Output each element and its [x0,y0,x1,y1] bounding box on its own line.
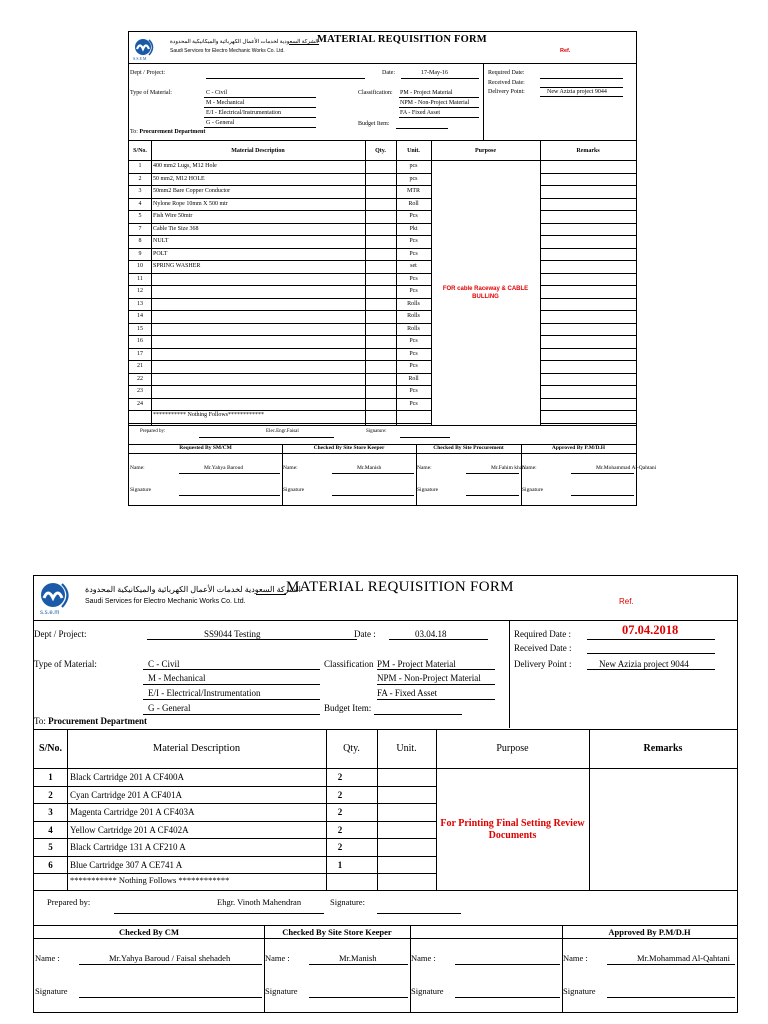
approval-divider [416,444,417,506]
approval-name-line [466,473,519,474]
type-of-material-label: Type of Material: [130,90,172,96]
row-unit: Rolls [407,313,420,319]
row-description: 50 mm2, M12 HOLE [153,175,205,182]
purpose-text: For Printing Final Setting Review Documents [440,818,585,841]
type-civil: C - Civil [206,90,228,96]
table-row-divider [129,285,431,286]
approval-name-label: Name : [265,953,290,963]
approval-name-line [455,964,560,965]
approval-divider [282,444,283,506]
row-sno: 6 [48,859,53,870]
approval-name-line [607,964,735,965]
table-row-divider [129,248,431,249]
row-sno: 10 [137,263,143,269]
row-unit: Pcs [409,388,418,394]
table-row-divider [129,223,431,224]
row-description: Nylone Rope 10mm X 500 mtr [153,200,228,207]
approval-divider [521,444,522,506]
row-description: Cable Tie Size 368 [153,225,199,232]
approval-name-label: Name : [35,953,60,963]
table-row-divider [129,310,431,311]
row-sno: 15 [137,325,143,332]
table-row-divider [540,385,636,386]
row-unit: MTR [406,188,420,194]
approval-name-value: Mr.Manish [357,465,382,471]
row-sno: 3 [48,807,53,817]
date-value: 03.04.18 [415,629,447,639]
approval-divider [410,925,411,1013]
table-row-divider [129,385,431,386]
col-description: Material Description [152,743,241,754]
row-qty: 2 [337,824,343,835]
row-description: SPRING WASHER [153,263,201,269]
table-row-divider [540,285,636,286]
row-unit: Roll [408,375,419,382]
approval-signature-line [309,997,408,998]
row-description: NULT [153,238,169,244]
row-sno: 21 [137,363,143,369]
approval-name-value: Mr.Mohammad Al-Qahtani [596,465,657,471]
dept-label: Dept / Project: [34,629,87,639]
delivery-point-value: New Azizia project 9044 [599,659,689,669]
row-qty: 2 [337,772,343,782]
row-unit: set [410,263,417,269]
required-date-label: Required Date : [514,629,571,639]
approval-divider [264,925,265,1013]
approval-name-line [179,473,280,474]
row-unit: Pcs [409,350,418,357]
row-qty: 2 [337,807,343,817]
prepared-by-label: Prepared by: [140,429,166,434]
type-civil: C - Civil [148,659,180,669]
table-row-divider [34,803,436,804]
table-row-divider [129,210,431,211]
row-sno: 17 [137,350,143,357]
logo-text: s.s.e.m [40,610,60,616]
approval-signature-line [571,495,634,496]
company-name-english: Saudi Services for Electro Mechanic Works Co. Ltd. [85,598,246,605]
prepared-signature-label: Signature: [366,429,387,434]
classification-label: Classification: [358,90,393,96]
approval-name-value: Mr.Yahya Baroud [204,465,244,471]
row-unit: Rolls [407,300,420,307]
approval-signature-line [332,495,414,496]
dept-value: SS9044 Testing [204,629,261,639]
row-sno: 14 [137,313,143,319]
approval-signature-line [466,495,519,496]
row-qty: 2 [337,842,343,852]
row-unit: Pcs [409,288,418,294]
approval-signature-label: Signature [35,986,68,996]
table-row-divider [540,335,636,336]
to-label: To: Procurement Department [34,716,148,726]
table-row-divider [129,273,431,274]
table-row-divider [540,248,636,249]
row-unit: Rolls [407,325,420,332]
col-unit: Unit. [396,743,417,754]
row-sno: 2 [138,175,142,182]
row-sno: 16 [137,338,143,344]
approval-name-line [79,964,262,965]
row-sno: 11 [137,275,143,282]
row-sno: 23 [137,388,143,394]
required-date-label: Required Date: [488,70,525,76]
row-sno: 5 [138,213,142,219]
table-row-divider [34,856,436,857]
table-row-divider [540,360,636,361]
row-description: Black Cartridge 201 A CF400A [70,772,184,782]
table-row-divider [540,310,636,311]
table-row-divider [34,821,436,822]
table-row-divider [129,323,431,324]
table-row-divider [129,173,431,174]
approval-divider [562,925,563,1013]
row-description: Magenta Cartridge 201 A CF403A [70,807,195,817]
nothing-follows: *********** Nothing Follows ************ [70,875,230,885]
table-row-divider [34,786,436,787]
table-row-divider [540,323,636,324]
approval-signature-label: Signature [265,986,298,996]
approval-name-label: Name: [130,465,145,471]
ref-label: Ref. [619,597,634,606]
prepared-by-value: Elec.Engr.Faisal [266,429,299,434]
row-unit: Pcs [409,275,418,282]
company-logo-icon [38,581,78,613]
approval-signature-label: Signature [411,986,444,996]
type-mechanical: M - Mechanical [206,100,245,106]
class-npm: NPM - Non-Project Material [400,100,470,106]
date-value: 17-May-16 [421,70,448,76]
form-title: MATERIAL REQUISITION FORM [317,34,487,45]
logo-text: S.S.E.M [133,56,147,61]
table-row-divider [540,198,636,199]
row-unit: pcs [409,175,418,182]
row-unit: Pcs [409,213,418,219]
col-remarks: Remarks [643,743,683,754]
row-sno: 24 [137,400,143,407]
table-row-divider [129,348,431,349]
table-row-divider [540,373,636,374]
col-unit: Unit. [407,148,420,154]
row-sno: 1 [48,772,53,782]
delivery-point-value: New Azizia project 9044 [547,89,607,95]
type-general: G - General [148,703,191,713]
row-unit: Pcs [409,363,418,369]
row-description: Blue Cartridge 307 A CE741 A [70,859,183,870]
table-row-divider [540,410,636,411]
row-description: Yellow Cartridge 201 A CF402A [70,824,189,835]
row-sno: 7 [138,225,142,232]
received-date-label: Received Date: [488,80,525,86]
table-row-divider [540,223,636,224]
col-sno: S/No. [38,743,63,754]
col-description: Material Description [231,148,285,154]
table-row-divider [129,423,431,424]
table-row-divider [129,373,431,374]
table-row-divider [129,398,431,399]
approval-name-label: Name: [522,465,537,471]
table-row-divider [540,273,636,274]
type-general: G - General [206,120,235,126]
approval-name-value: Mr.Yahya Baroud / Faisal shehadeh [109,953,231,963]
row-unit: Roll [408,200,419,207]
nothing-follows: *********** Nothing Follows************ [153,412,265,418]
col-purpose: Purpose [475,148,496,154]
row-sno: 2 [48,789,53,800]
row-qty: 2 [337,789,343,800]
delivery-point-label: Delivery Point: [488,89,525,95]
table-row-divider [540,348,636,349]
col-qty: Qty. [375,148,386,154]
type-of-material-label: Type of Material: [34,659,97,669]
approval-header: Checked By CM [119,927,179,937]
purpose-text: FOR cable Raceway & CABLE BULLING [442,286,529,300]
material-requisition-form-1 [128,31,657,506]
form-title: MATERIAL REQUISITION FORM [286,579,514,595]
table-row-divider [34,838,436,839]
approval-name-value: Mr.Fahim khan [491,465,525,471]
company-name-arabic: الشركة السعودية لخدمات الأعمال الكهربائية والميكانيكية المحدودة [85,585,301,594]
type-mechanical: M - Mechanical [148,673,206,683]
row-sno: 4 [138,200,142,207]
approval-signature-label: Signature [417,487,439,493]
table-row-divider [540,210,636,211]
approval-signature-line [179,495,280,496]
table-row-divider [129,335,431,336]
approval-signature-label: Signature [563,986,596,996]
table-row-divider [540,173,636,174]
col-purpose: Purpose [496,743,529,754]
row-sno: 3 [138,188,142,194]
row-description: Cyan Cartridge 201 A CF401A [70,789,182,800]
row-description: Black Cartridge 131 A CF210 A [70,842,186,852]
approval-signature-line [79,997,262,998]
class-npm: NPM - Non-Project Material [377,673,481,683]
row-unit: Pcs [409,400,418,407]
table-row-divider [129,298,431,299]
row-unit: pcs [409,163,418,169]
classification-label: Classification [324,659,374,669]
approval-name-value: Mr.Manish [339,953,377,963]
to-value: Procurement Department [48,716,148,726]
table-row-divider [129,360,431,361]
delivery-point-label: Delivery Point : [514,659,572,669]
approval-header: Checked By Site Store Keeper [313,445,385,451]
received-date-label: Received Date : [514,643,572,653]
table-row-divider [129,185,431,186]
prepared-signature-label: Signature: [330,897,365,907]
table-row-divider [129,235,431,236]
class-pm: PM - Project Material [377,659,456,669]
table-row-divider [540,398,636,399]
table-row-divider [540,260,636,261]
date-label: Date : [354,629,376,639]
table-row-divider [540,185,636,186]
approval-header: Requested By SM/CM [179,445,232,451]
table-row-divider [129,410,431,411]
approval-name-line [571,473,634,474]
approval-name-value: Mr.Mohammad Al-Qahtani [637,953,731,963]
approval-header: Approved By P.M/D.H [608,927,691,937]
row-sno: 4 [48,824,53,835]
table-row-divider [129,198,431,199]
row-sno: 13 [137,300,143,307]
row-qty: 1 [337,859,343,870]
row-sno: 22 [137,375,143,382]
approval-signature-label: Signature [130,487,152,493]
row-unit: Pkt [409,225,418,232]
ref-label: Ref. [560,48,571,54]
col-remarks: Remarks [576,148,600,154]
table-row-divider [540,235,636,236]
row-sno: 8 [138,238,142,244]
required-date-value: 07.04.2018 [622,623,679,637]
table-row-divider [129,260,431,261]
approval-name-label: Name : [563,953,588,963]
table-row-divider [540,298,636,299]
table-row-divider [34,873,436,874]
approval-name-line [309,964,408,965]
approval-header: Approved By P.M/D.H [551,445,606,451]
col-qty: Qty. [343,743,360,754]
approval-name-label: Name: [283,465,298,471]
row-description: Fish Wire 50mtr [153,213,193,219]
row-description: 50mm2 Bare Copper Conductor [153,188,231,194]
approval-header: Checked By Site Procurement [433,445,504,451]
approval-header: Checked By Site Store Keeper [282,927,392,937]
row-description: 400 mm2 Lugs, M12 Hole [153,163,217,169]
row-unit: Pcs [409,250,418,257]
to-label: To: Procurement Department [130,129,206,135]
row-description: POLT [153,250,168,257]
row-unit: Pcs [409,338,418,344]
row-sno: 9 [138,250,142,257]
to-value: Procurement Department [139,129,206,135]
type-electrical: E/I - Electrical/Instrumentation [148,688,261,698]
col-sno: S/No. [133,148,147,154]
class-fa: FA - Fixed Asset [400,110,441,116]
approval-name-line [332,473,414,474]
prepared-by-value: Ehgr. Vinoth Mahendran [217,897,302,907]
dept-label: Dept / Project: [130,70,165,76]
approval-signature-line [607,997,735,998]
approval-signature-line [455,997,560,998]
date-label: Date: [382,70,395,76]
row-sno: 5 [48,842,53,852]
company-name-english: Saudi Services for Electro Mechanic Works Co. Ltd. [170,48,285,54]
approval-name-label: Name : [411,953,436,963]
class-fa: FA - Fixed Asset [377,688,438,698]
row-sno: 1 [138,163,142,169]
row-unit: Pcs [409,238,418,244]
material-requisition-form-2 [33,575,738,1013]
approval-signature-label: Signature [283,487,305,493]
row-sno: 12 [137,288,143,294]
class-pm: PM - Project Material [400,90,453,96]
budget-item-label: Budget Item: [358,121,390,127]
table-row-divider [540,423,636,424]
company-name-arabic: الشركة السعودية لخدمات الأعمال الكهربائية والميكانيكية المحدودة [170,39,319,45]
budget-item-label: Budget Item: [324,703,372,713]
prepared-by-label: Prepared by: [47,897,91,907]
approval-signature-label: Signature [522,487,544,493]
type-electrical: E/I - Electrical/Instrumentation [206,110,281,116]
approval-name-label: Name: [417,465,432,471]
